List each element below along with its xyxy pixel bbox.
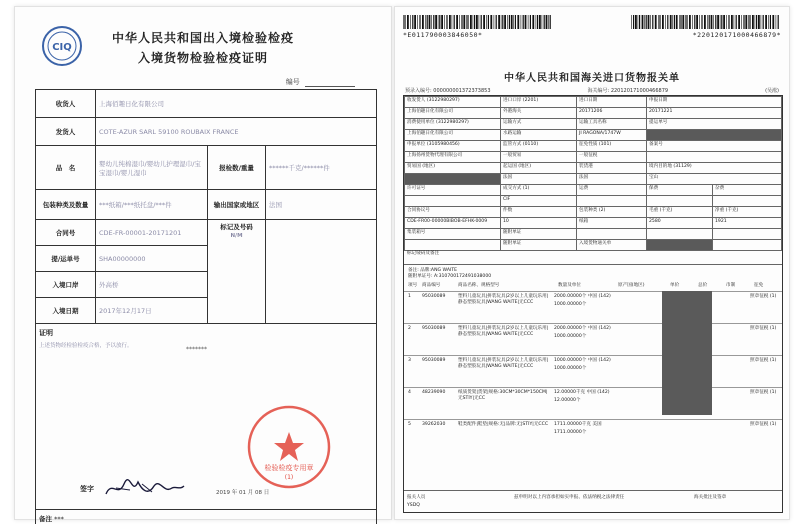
grid-cell: 许可证号 xyxy=(405,185,501,196)
certificate-table xyxy=(35,89,377,524)
goods-item-row xyxy=(404,387,782,419)
marks-blank xyxy=(266,220,377,324)
goods-items xyxy=(404,264,782,474)
value-origin-country: 法国 xyxy=(266,190,377,220)
grid-cell: 20171221 xyxy=(647,108,782,119)
row-contract xyxy=(36,220,377,246)
svg-text:检验检疫专用章: 检验检疫专用章 xyxy=(264,464,314,472)
declaration-form xyxy=(403,95,783,513)
grid-cell: 法国 xyxy=(577,174,647,185)
value-entry-date: 2017年12月17日 xyxy=(96,298,208,324)
grid-cell: 20171206 xyxy=(577,108,647,119)
goods-item-row xyxy=(404,323,782,355)
customs-declaration xyxy=(394,6,790,520)
proof-stars: ******* xyxy=(186,346,207,353)
row-remarks xyxy=(36,510,377,524)
item-code: 95030089 xyxy=(422,358,446,363)
marks-value-text: N/M xyxy=(230,233,243,239)
marks-label-text: 标记及号码 xyxy=(220,223,253,231)
label-contract: 合同号 xyxy=(36,220,96,246)
grid-row xyxy=(405,174,782,185)
item-no: 4 xyxy=(408,390,411,395)
handwritten-signature-icon xyxy=(102,474,188,502)
grid-cell xyxy=(405,196,501,207)
label-packing: 包装种类及数量 xyxy=(36,190,96,220)
grid-cell: 外港海关 xyxy=(501,108,577,119)
row-packing xyxy=(36,190,377,220)
grid-cell: 包装种类 (2) xyxy=(577,207,647,218)
footer-declarant-value: YSDQ xyxy=(407,503,420,508)
grid-row xyxy=(405,97,782,108)
item-code: 95030089 xyxy=(422,326,446,331)
grid-cell: 2580 xyxy=(647,218,713,229)
items-head-currency: 币制 xyxy=(726,283,736,288)
barcode-left-text: *E011790003846050* xyxy=(403,31,483,39)
signature-date: 2019 年 01 月 08 日 xyxy=(216,490,270,496)
grid-cell: 一般征税 xyxy=(577,152,647,163)
grid-row xyxy=(405,119,782,130)
footer-customs-remark: 海关批注及签章 xyxy=(694,495,727,500)
grid-row xyxy=(405,229,782,240)
label-entry-date: 入境日期 xyxy=(36,298,96,324)
grid-cell: 随附单证 xyxy=(501,229,577,240)
barcode-left-icon xyxy=(403,15,553,29)
grid-row xyxy=(405,240,782,251)
item-qty: 2000.00000个 中国 (142) xyxy=(554,294,611,299)
grid-cell: 保费 xyxy=(647,185,713,196)
grid-cell xyxy=(647,152,782,163)
grid-cell: 备案号 xyxy=(647,141,782,152)
grid-cell: 集装箱号 xyxy=(405,229,501,240)
proof-text: 上述货物经检验检疫合格，予以放行。 xyxy=(39,343,133,349)
label-quantity-weight: 报检数/重量 xyxy=(208,146,266,190)
item-qty: 1000.00000个 中国 (142) xyxy=(554,358,611,363)
grid-cell: 上海佰趣日化有限公司 xyxy=(405,130,501,141)
label-port: 入境口岸 xyxy=(36,272,96,298)
item-code: 39262030 xyxy=(422,422,446,427)
grid-cell: 1921 xyxy=(713,218,782,229)
label-bill: 提/运单号 xyxy=(36,246,96,272)
number-label: 编号 xyxy=(285,78,300,86)
grid-cell: 件数 xyxy=(501,207,577,218)
item-duty: 照章征税 (1) xyxy=(750,358,777,363)
value-packing: ***纸箱/***纸托盘/***件 xyxy=(96,190,208,220)
items-head-qty: 数量及单位 xyxy=(558,283,581,288)
grid-cell: 杂费 xyxy=(713,185,782,196)
goods-item-row xyxy=(404,355,782,387)
grid-row xyxy=(405,185,782,196)
grid-cell: 境内目的地 (31129) xyxy=(647,163,782,174)
grid-cell xyxy=(647,240,713,251)
item-name: 塑料儿童玩具|拼装玩具|2岁以上儿童玩乐用|静态塑胶玩具|WANG WAITE|无CCC xyxy=(458,326,549,337)
label-origin-country: 输出国家或地区 xyxy=(208,190,266,220)
grid-cell: 毛重 (千克) xyxy=(647,207,713,218)
pre-entry-number: 预录入编号: 000000001372373853 xyxy=(405,88,491,94)
items-head-no: 项号 xyxy=(408,283,418,288)
value-consignor: COTE-AZUR SARL 59100 ROUBAIX FRANCE xyxy=(96,118,377,146)
footer-declarant-label: 报关人员 xyxy=(407,495,426,500)
item-duty: 照章征税 (1) xyxy=(750,422,777,427)
grid-cell: CDE-FR00-00000BIBOB-EFHK-0009 xyxy=(405,218,501,229)
goods-item-row xyxy=(404,419,782,451)
declaration-subheader xyxy=(405,87,779,94)
grid-cell: 10 xyxy=(501,218,577,229)
item-duty: 照章征税 (1) xyxy=(750,390,777,395)
grid-cell: 监管方式 (0110) xyxy=(501,141,577,152)
svg-text:CIQ: CIQ xyxy=(52,42,72,53)
declaration-title: 中华人民共和国海关进口货物报关单 xyxy=(504,73,680,84)
value-goods: 婴幼儿纯棉湿巾/婴幼儿护理湿巾/宝宝湿巾/婴儿湿巾 xyxy=(96,146,208,190)
grid-cell: 提运单号 xyxy=(647,119,782,130)
proof-cell xyxy=(36,324,377,510)
goods-item-row xyxy=(404,291,782,323)
grid-row xyxy=(405,163,782,174)
item-name: 纸质货架|货架|规格:30CM*30CM*150CM|无STIY|无CC xyxy=(458,390,548,401)
grid-cell: 宝山 xyxy=(647,174,782,185)
value-consignee: 上海佰趣日化有限公司 xyxy=(96,90,377,118)
svg-text:(1): (1) xyxy=(284,474,294,481)
item-qty2: 1000.00000个 xyxy=(554,302,587,307)
grid-row xyxy=(405,218,782,229)
grid-cell: CIF xyxy=(501,196,577,207)
official-stamp-icon xyxy=(246,404,332,490)
grid-cell: 贸易国 (地区) xyxy=(405,163,501,174)
item-qty: 12.00000千克 中国 (142) xyxy=(554,390,610,395)
item-code: 95030089 xyxy=(422,294,446,299)
grid-cell xyxy=(577,229,647,240)
row-proof xyxy=(36,324,377,510)
customs-office: (吴淞) xyxy=(765,88,779,94)
grid-cell: 申报日期 xyxy=(647,97,782,108)
grid-cell xyxy=(713,240,782,251)
grid-cell: 运输工具名称 xyxy=(577,119,647,130)
grid-cell xyxy=(647,196,713,207)
barcode-right-text: *220120171000466879* xyxy=(692,31,781,39)
row-goods xyxy=(36,146,377,190)
grid-cell: 一般贸易 xyxy=(501,152,577,163)
customs-number: 海关编号: 220120171000466879 xyxy=(587,88,669,94)
row-consignor xyxy=(36,118,377,146)
certificate-title-line2: 入境货物检验检疫证明 xyxy=(137,51,268,65)
grid-cell: 合同协议号 xyxy=(405,207,501,218)
grid-cell xyxy=(647,229,713,240)
remarks-label: 备注 xyxy=(39,515,52,523)
grid-cell: 收发货人 (3122980297) xyxy=(405,97,501,108)
item-no: 2 xyxy=(408,326,411,331)
grid-cell: 净重 (千克) xyxy=(713,207,782,218)
certificate-title-line1: 中华人民共和国出入境检验检疫 xyxy=(111,31,294,45)
item-qty2: 1000.00000个 xyxy=(554,334,587,339)
marks-label: 标记唛码及备注 xyxy=(407,251,440,256)
value-port: 外高桥 xyxy=(96,272,208,298)
number-value xyxy=(305,80,355,87)
item-code: 48239090 xyxy=(422,390,446,395)
label-goods: 品 名 xyxy=(36,146,96,190)
label-consignee: 收货人 xyxy=(36,90,96,118)
item-no: 3 xyxy=(408,358,411,363)
grid-row xyxy=(405,207,782,218)
signature-label: 签字 xyxy=(80,485,94,493)
remark-line-2: 随附单证号: A:310700172491038000 xyxy=(408,274,492,279)
grid-cell: 进口日期 xyxy=(577,97,647,108)
item-name: 塑料儿童玩具|拼装玩具|2岁以上儿童玩乐用|静态塑胶玩具|WANG WAITE|无CCC xyxy=(458,358,549,369)
item-no: 5 xyxy=(408,422,411,427)
grid-cell: 消费使用单位 (3122980297) xyxy=(405,119,501,130)
value-contract: CDE-FR-00001-20171201 xyxy=(96,220,208,246)
items-head-total: 总价 xyxy=(698,283,708,288)
item-qty2: 12.00000个 xyxy=(554,398,581,403)
grid-cell: 申报单位 (3105980456) xyxy=(405,141,501,152)
grid-cell: JI RAGONA/1747W xyxy=(577,130,647,141)
grid-row xyxy=(405,196,782,207)
item-no: 1 xyxy=(408,294,411,299)
grid-cell: 上海扬州货物代理有限公司 xyxy=(405,152,501,163)
grid-cell: 纸箱 xyxy=(577,218,647,229)
item-qty2: 1711.00000个 xyxy=(554,430,587,435)
grid-cell xyxy=(405,174,501,185)
grid-cell: 进口口岸 (2201) xyxy=(501,97,577,108)
row-consignee xyxy=(36,90,377,118)
remarks-value: *** xyxy=(54,515,64,523)
proof-label: 证明 xyxy=(39,329,53,337)
barcode-right-icon xyxy=(631,15,781,29)
declaration-grid xyxy=(404,96,782,251)
grid-cell xyxy=(713,196,782,207)
grid-row xyxy=(405,141,782,152)
inspection-certificate xyxy=(14,6,392,523)
value-quantity-weight: ******千克/******件 xyxy=(266,146,377,190)
value-bill: SHA00000000 xyxy=(96,246,208,272)
grid-cell: 法国 xyxy=(501,174,577,185)
grid-cell: 征免性质 (101) xyxy=(577,141,647,152)
grid-cell xyxy=(577,196,647,207)
item-duty: 照章征税 (1) xyxy=(750,326,777,331)
items-head-code: 商品编号 xyxy=(422,283,441,288)
grid-cell: 起运国 (地区) xyxy=(501,163,577,174)
grid-cell: 入境货物通关单 xyxy=(577,240,647,251)
item-qty: 1711.00000千克 美国 xyxy=(554,422,602,427)
grid-cell: 运输方式 xyxy=(501,119,577,130)
item-qty: 2000.00000个 中国 (142) xyxy=(554,326,611,331)
grid-cell: 随附单证 xyxy=(501,240,577,251)
grid-row xyxy=(405,152,782,163)
label-consignor: 发货人 xyxy=(36,118,96,146)
certificate-number xyxy=(286,77,355,87)
items-head-price: 单价 xyxy=(670,283,680,288)
item-name: 塑料儿童玩具|拼装玩具|2岁以上儿童玩乐用|静态塑胶玩具|WANG WAITE|无CCC xyxy=(458,294,549,305)
grid-cell: 运费 xyxy=(577,185,647,196)
item-duty: 照章征税 (1) xyxy=(750,294,777,299)
grid-cell: 水路运输 xyxy=(501,130,577,141)
grid-cell: 成交方式 (1) xyxy=(501,185,577,196)
label-marks xyxy=(208,220,266,324)
grid-row xyxy=(405,130,782,141)
item-qty2: 1000.00000个 xyxy=(554,366,587,371)
footer-statement: 兹申明对以上内容承担如实申报、依法纳税之法律责任 xyxy=(514,495,625,500)
items-head-origin: 原产国(地区) xyxy=(618,283,645,288)
redacted-price-block xyxy=(662,291,712,415)
grid-cell: 装货港 xyxy=(577,163,647,174)
remark-line-1: 备注: 品牌:ANG WAITE xyxy=(408,268,458,273)
grid-cell xyxy=(713,229,782,240)
items-head-duty: 征免 xyxy=(754,283,764,288)
declaration-footer xyxy=(404,490,782,512)
grid-row xyxy=(405,108,782,119)
grid-cell: 上海佰趣日化有限公司 xyxy=(405,108,501,119)
grid-cell xyxy=(647,130,782,141)
remarks-cell xyxy=(36,510,377,524)
grid-cell xyxy=(405,240,501,251)
item-name: 鞋类配件|鞋垫|规格:无|品牌:无|STIY|无CCC xyxy=(458,422,549,427)
items-head-name: 商品名称、规格型号 xyxy=(458,283,500,288)
